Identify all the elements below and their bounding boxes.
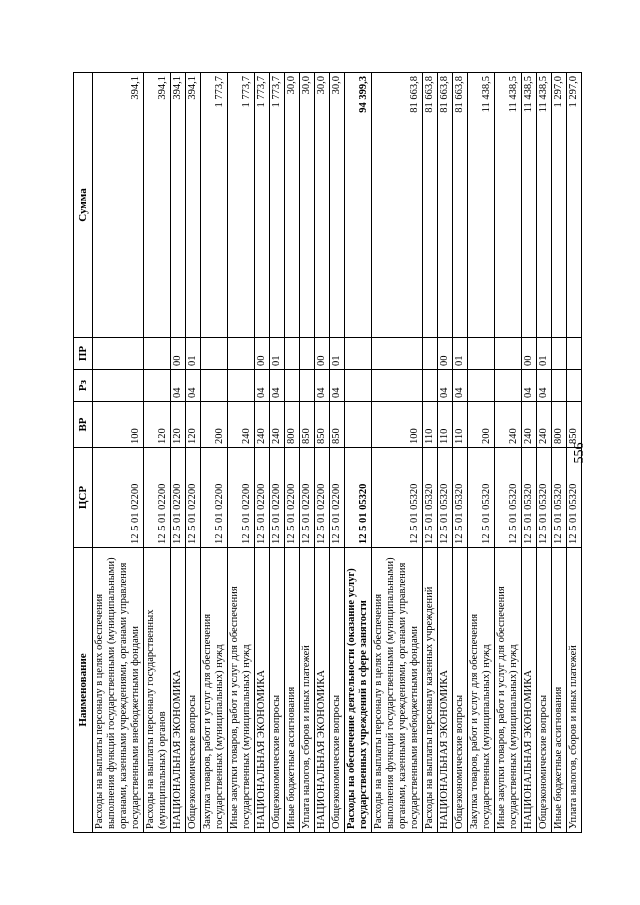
cell-rz: [228, 370, 255, 402]
table-row: [186, 73, 201, 833]
cell-name: Иные закупки товаров, работ и услуг для обеспечения государственных (муниципальных) нужд: [228, 548, 255, 833]
cell-sum: 81 663,8: [372, 73, 423, 338]
cell-name: Расходы на выплаты персоналу казенных учреждений: [423, 548, 438, 833]
cell-vr: 240: [270, 402, 285, 448]
cell-pr: [345, 338, 372, 370]
cell-sum: 11 438,5: [537, 73, 552, 338]
table-row: [372, 73, 423, 833]
cell-pr: 01: [330, 338, 345, 370]
table-row: [567, 73, 582, 833]
cell-rz: [567, 370, 582, 402]
table-row: [423, 73, 438, 833]
cell-csr: 12 5 01 05320: [372, 448, 423, 548]
cell-name: Иные закупки товаров, работ и услуг для обеспечения государственных (муниципальных) нужд: [495, 548, 522, 833]
cell-vr: 240: [228, 402, 255, 448]
cell-rz: [495, 370, 522, 402]
cell-pr: 00: [171, 338, 186, 370]
cell-name: Иные бюджетные ассигнования: [285, 548, 300, 833]
table-row: [93, 73, 144, 833]
table-header-row: [74, 73, 93, 833]
cell-name: Закупка товаров, работ и услуг для обеспечения государственных (муниципальных) нужд: [468, 548, 495, 833]
cell-rz: [201, 370, 228, 402]
budget-table: [73, 72, 582, 833]
cell-sum: 81 663,8: [438, 73, 453, 338]
table-row: [330, 73, 345, 833]
table-row: [315, 73, 330, 833]
table-row: [228, 73, 255, 833]
cell-csr: 12 5 01 02200: [255, 448, 270, 548]
table-row: [144, 73, 171, 833]
cell-sum: 30,0: [330, 73, 345, 338]
cell-csr: 12 5 01 02200: [171, 448, 186, 548]
cell-csr: 12 5 01 02200: [300, 448, 315, 548]
table-row: [270, 73, 285, 833]
cell-pr: [285, 338, 300, 370]
cell-rz: 04: [171, 370, 186, 402]
cell-vr: 800: [285, 402, 300, 448]
cell-vr: 200: [201, 402, 228, 448]
cell-vr: 240: [495, 402, 522, 448]
cell-pr: 00: [438, 338, 453, 370]
table-body: [93, 73, 582, 833]
table-row: [255, 73, 270, 833]
table-row: [201, 73, 228, 833]
cell-sum: 394,1: [171, 73, 186, 338]
cell-csr: 12 5 01 02200: [270, 448, 285, 548]
cell-sum: 1 773,7: [270, 73, 285, 338]
cell-csr: 12 5 01 05320: [495, 448, 522, 548]
cell-rz: 04: [315, 370, 330, 402]
cell-pr: [372, 338, 423, 370]
cell-csr: 12 5 01 02200: [144, 448, 171, 548]
cell-csr: 12 5 01 02200: [186, 448, 201, 548]
cell-csr: 12 5 01 05320: [567, 448, 582, 548]
cell-pr: 00: [522, 338, 537, 370]
cell-sum: 11 438,5: [468, 73, 495, 338]
cell-name: НАЦИОНАЛЬНАЯ ЭКОНОМИКА: [255, 548, 270, 833]
cell-sum: 1 773,7: [228, 73, 255, 338]
cell-vr: 240: [537, 402, 552, 448]
cell-rz: 04: [186, 370, 201, 402]
cell-pr: [228, 338, 255, 370]
cell-csr: 12 5 01 02200: [228, 448, 255, 548]
cell-vr: 100: [372, 402, 423, 448]
cell-csr: 12 5 01 05320: [552, 448, 567, 548]
cell-rz: [423, 370, 438, 402]
cell-vr: 200: [468, 402, 495, 448]
cell-pr: [201, 338, 228, 370]
cell-csr: 12 5 01 05320: [345, 448, 372, 548]
cell-pr: [468, 338, 495, 370]
cell-csr: 12 5 01 02200: [93, 448, 144, 548]
cell-sum: 394,1: [144, 73, 171, 338]
table-row: [453, 73, 468, 833]
table-row: [522, 73, 537, 833]
cell-sum: 1 297,0: [552, 73, 567, 338]
cell-rz: 04: [522, 370, 537, 402]
cell-rz: [468, 370, 495, 402]
cell-name: Расходы на выплаты персоналу в целях обеспечения выполнения функций государственными (муниципальными) органами, казенными учреждениями, органами управления государственными внебюджетными фондами: [93, 548, 144, 833]
table-row: [537, 73, 552, 833]
cell-vr: 110: [423, 402, 438, 448]
cell-vr: 120: [186, 402, 201, 448]
cell-vr: 240: [522, 402, 537, 448]
table-row: [171, 73, 186, 833]
table-row: [300, 73, 315, 833]
cell-csr: 12 5 01 05320: [468, 448, 495, 548]
header-sum: Сумма: [74, 73, 93, 338]
cell-name: НАЦИОНАЛЬНАЯ ЭКОНОМИКА: [315, 548, 330, 833]
cell-name: Иные бюджетные ассигнования: [552, 548, 567, 833]
cell-pr: [567, 338, 582, 370]
cell-sum: 30,0: [285, 73, 300, 338]
cell-rz: 04: [537, 370, 552, 402]
table-row: [285, 73, 300, 833]
cell-csr: 12 5 01 02200: [285, 448, 300, 548]
cell-csr: 12 5 01 02200: [315, 448, 330, 548]
cell-vr: 850: [567, 402, 582, 448]
cell-rz: [552, 370, 567, 402]
table-row: [468, 73, 495, 833]
cell-pr: 01: [186, 338, 201, 370]
cell-vr: 850: [330, 402, 345, 448]
header-rz: Рз: [74, 370, 93, 402]
cell-sum: 81 663,8: [453, 73, 468, 338]
cell-vr: 110: [453, 402, 468, 448]
cell-rz: [285, 370, 300, 402]
cell-rz: 04: [270, 370, 285, 402]
table-row: [552, 73, 567, 833]
cell-vr: 100: [93, 402, 144, 448]
cell-pr: 00: [255, 338, 270, 370]
cell-sum: 1 297,0: [567, 73, 582, 338]
cell-vr: [345, 402, 372, 448]
cell-pr: [144, 338, 171, 370]
cell-pr: [300, 338, 315, 370]
cell-pr: 01: [537, 338, 552, 370]
cell-vr: 120: [171, 402, 186, 448]
cell-vr: 240: [255, 402, 270, 448]
cell-vr: 850: [300, 402, 315, 448]
table-row: [495, 73, 522, 833]
cell-name: Уплата налогов, сборов и иных платежей: [300, 548, 315, 833]
cell-pr: [423, 338, 438, 370]
cell-sum: 394,1: [93, 73, 144, 338]
cell-name: Расходы на выплаты персоналу в целях обеспечения выполнения функций государственными (муниципальными) органами, казенными учреждениями, органами управления государственными внебюджетными фондами: [372, 548, 423, 833]
cell-pr: 01: [270, 338, 285, 370]
cell-name: Расходы на обеспечение деятельности (оказание услуг) государственных учреждений в сфере занятости: [345, 548, 372, 833]
cell-vr: 850: [315, 402, 330, 448]
cell-csr: 12 5 01 05320: [537, 448, 552, 548]
cell-name: Уплата налогов, сборов и иных платежей: [567, 548, 582, 833]
cell-name: Общеэкономические вопросы: [186, 548, 201, 833]
cell-sum: 30,0: [315, 73, 330, 338]
cell-name: Общеэкономические вопросы: [270, 548, 285, 833]
cell-rz: 04: [438, 370, 453, 402]
cell-pr: 00: [315, 338, 330, 370]
cell-sum: 30,0: [300, 73, 315, 338]
cell-name: НАЦИОНАЛЬНАЯ ЭКОНОМИКА: [438, 548, 453, 833]
cell-name: НАЦИОНАЛЬНАЯ ЭКОНОМИКА: [522, 548, 537, 833]
header-name: Наименование: [74, 548, 93, 833]
cell-csr: 12 5 01 05320: [438, 448, 453, 548]
cell-name: Общеэкономические вопросы: [453, 548, 468, 833]
cell-sum: 94 399,3: [345, 73, 372, 338]
header-vr: ВР: [74, 402, 93, 448]
cell-sum: 1 773,7: [255, 73, 270, 338]
cell-vr: 120: [144, 402, 171, 448]
cell-sum: 81 663,8: [423, 73, 438, 338]
cell-name: Общеэкономические вопросы: [330, 548, 345, 833]
cell-vr: 800: [552, 402, 567, 448]
cell-sum: 11 438,5: [522, 73, 537, 338]
cell-csr: 12 5 01 02200: [201, 448, 228, 548]
cell-pr: 01: [453, 338, 468, 370]
cell-rz: [300, 370, 315, 402]
cell-vr: 110: [438, 402, 453, 448]
cell-pr: [495, 338, 522, 370]
cell-sum: 1 773,7: [201, 73, 228, 338]
header-pr: ПР: [74, 338, 93, 370]
table-row: [345, 73, 372, 833]
cell-csr: 12 5 01 05320: [522, 448, 537, 548]
cell-csr: 12 5 01 02200: [330, 448, 345, 548]
cell-pr: [93, 338, 144, 370]
cell-sum: 11 438,5: [495, 73, 522, 338]
cell-pr: [552, 338, 567, 370]
cell-name: Закупка товаров, работ и услуг для обеспечения государственных (муниципальных) нужд: [201, 548, 228, 833]
cell-rz: [345, 370, 372, 402]
cell-rz: 04: [255, 370, 270, 402]
cell-rz: [93, 370, 144, 402]
cell-name: Общеэкономические вопросы: [537, 548, 552, 833]
cell-csr: 12 5 01 05320: [423, 448, 438, 548]
header-csr: ЦСР: [74, 448, 93, 548]
table-row: [438, 73, 453, 833]
cell-csr: 12 5 01 05320: [453, 448, 468, 548]
cell-sum: 394,1: [186, 73, 201, 338]
page-number: 556: [572, 442, 587, 464]
cell-rz: 04: [330, 370, 345, 402]
cell-name: НАЦИОНАЛЬНАЯ ЭКОНОМИКА: [171, 548, 186, 833]
cell-rz: [144, 370, 171, 402]
budget-table-sheet: [73, 73, 633, 833]
cell-rz: [372, 370, 423, 402]
cell-name: Расходы на выплаты персоналу государственных (муниципальных) органов: [144, 548, 171, 833]
cell-rz: 04: [453, 370, 468, 402]
